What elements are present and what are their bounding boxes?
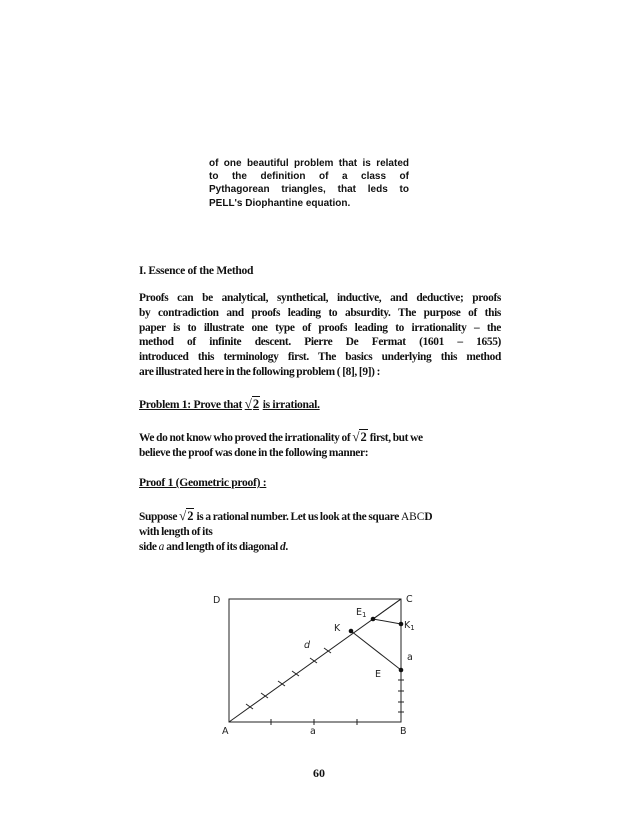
intro-line: Proofs can be analytical, synthetical, inductive, and deductive; proofs	[139, 292, 501, 304]
label-c-vertex: C	[406, 594, 413, 605]
history-prefix: We do not know who proved the irrationality of	[139, 432, 351, 444]
label-d-diagonal: d	[304, 640, 311, 651]
diagram-points	[349, 617, 404, 673]
side-label: side	[139, 540, 157, 553]
square-name: ABC	[400, 511, 425, 523]
section-heading: I. Essence of the Method	[139, 264, 254, 277]
abstract-text	[209, 157, 409, 210]
segment-c-e1	[373, 599, 401, 619]
label-a-bottom: a	[310, 726, 316, 737]
suppose-line-3	[139, 540, 501, 555]
history-line-2: believe the proof was done in the following manner:	[139, 446, 369, 459]
sqrt-symbol: √2	[179, 508, 194, 523]
history-suffix: first, but we	[369, 432, 423, 444]
abstract-line: PELL's Diophantine equation.	[209, 197, 351, 209]
segment-e-k	[351, 631, 401, 670]
suppose-mid: is a rational number. Let us look at the square	[196, 511, 399, 523]
label-e1: $E_1$	[356, 607, 367, 619]
history-paragraph	[139, 430, 501, 461]
intro-line: method of infinite descent. Pierre De Fermat (1601 – 1655)	[139, 336, 501, 349]
label-b-vertex: B	[400, 726, 407, 737]
square-diagram	[200, 588, 440, 738]
diagonal-variable: d	[280, 540, 286, 553]
page-number: 60	[313, 766, 325, 780]
intro-line: paper is to illustrate one type of proofs leading to irrationality – the	[139, 321, 501, 334]
suppose-prefix: Suppose	[139, 511, 178, 523]
point-e1	[371, 617, 376, 622]
label-d-vertex: D	[213, 595, 221, 606]
problem-suffix: is irrational.	[262, 398, 320, 411]
label-k1: $K_1$	[404, 620, 415, 632]
diagonal-label: and length of its diagonal	[166, 540, 278, 553]
problem-prefix: Problem 1: Prove that	[139, 398, 243, 411]
problem-heading	[139, 396, 320, 412]
point-e	[399, 668, 404, 673]
abstract-line: Pythagorean triangles, that leds to	[209, 184, 409, 196]
point-k	[349, 629, 354, 634]
label-a-right: a	[407, 652, 413, 663]
sqrt-radicand: 2	[360, 430, 367, 444]
abstract-line: of one beautiful problem that is related	[209, 158, 409, 169]
label-k: K	[334, 623, 341, 634]
intro-line: introduced this terminology first. The basics underlying this method	[139, 351, 501, 364]
suppose-line-1	[139, 509, 501, 525]
history-line-1	[139, 430, 501, 446]
intro-paragraph	[139, 291, 501, 380]
suppose-paragraph	[139, 509, 501, 554]
sqrt-symbol: √2	[244, 396, 260, 411]
side-variable: a	[158, 540, 165, 553]
period: .	[285, 540, 288, 553]
intro-line: are illustrated here in the following problem ( [8], [9]) :	[139, 365, 381, 378]
segment-e1-k1	[373, 619, 401, 624]
sqrt-radicand: 2	[252, 397, 260, 411]
square-name-end: D	[424, 511, 433, 523]
label-e: E	[375, 669, 382, 680]
label-a-vertex: A	[222, 726, 229, 737]
sqrt-radicand: 2	[187, 509, 194, 523]
proof-heading: Proof 1 (Geometric proof) :	[139, 476, 267, 489]
tick-marks	[246, 648, 404, 725]
abstract-line: to the definition of a class of	[209, 171, 409, 183]
sqrt-symbol: √2	[352, 429, 367, 444]
intro-line: by contradiction and proofs leading to absurdity. The purpose of this	[139, 306, 501, 319]
point-k1	[399, 622, 404, 627]
suppose-line-2: with length of its	[139, 525, 213, 538]
